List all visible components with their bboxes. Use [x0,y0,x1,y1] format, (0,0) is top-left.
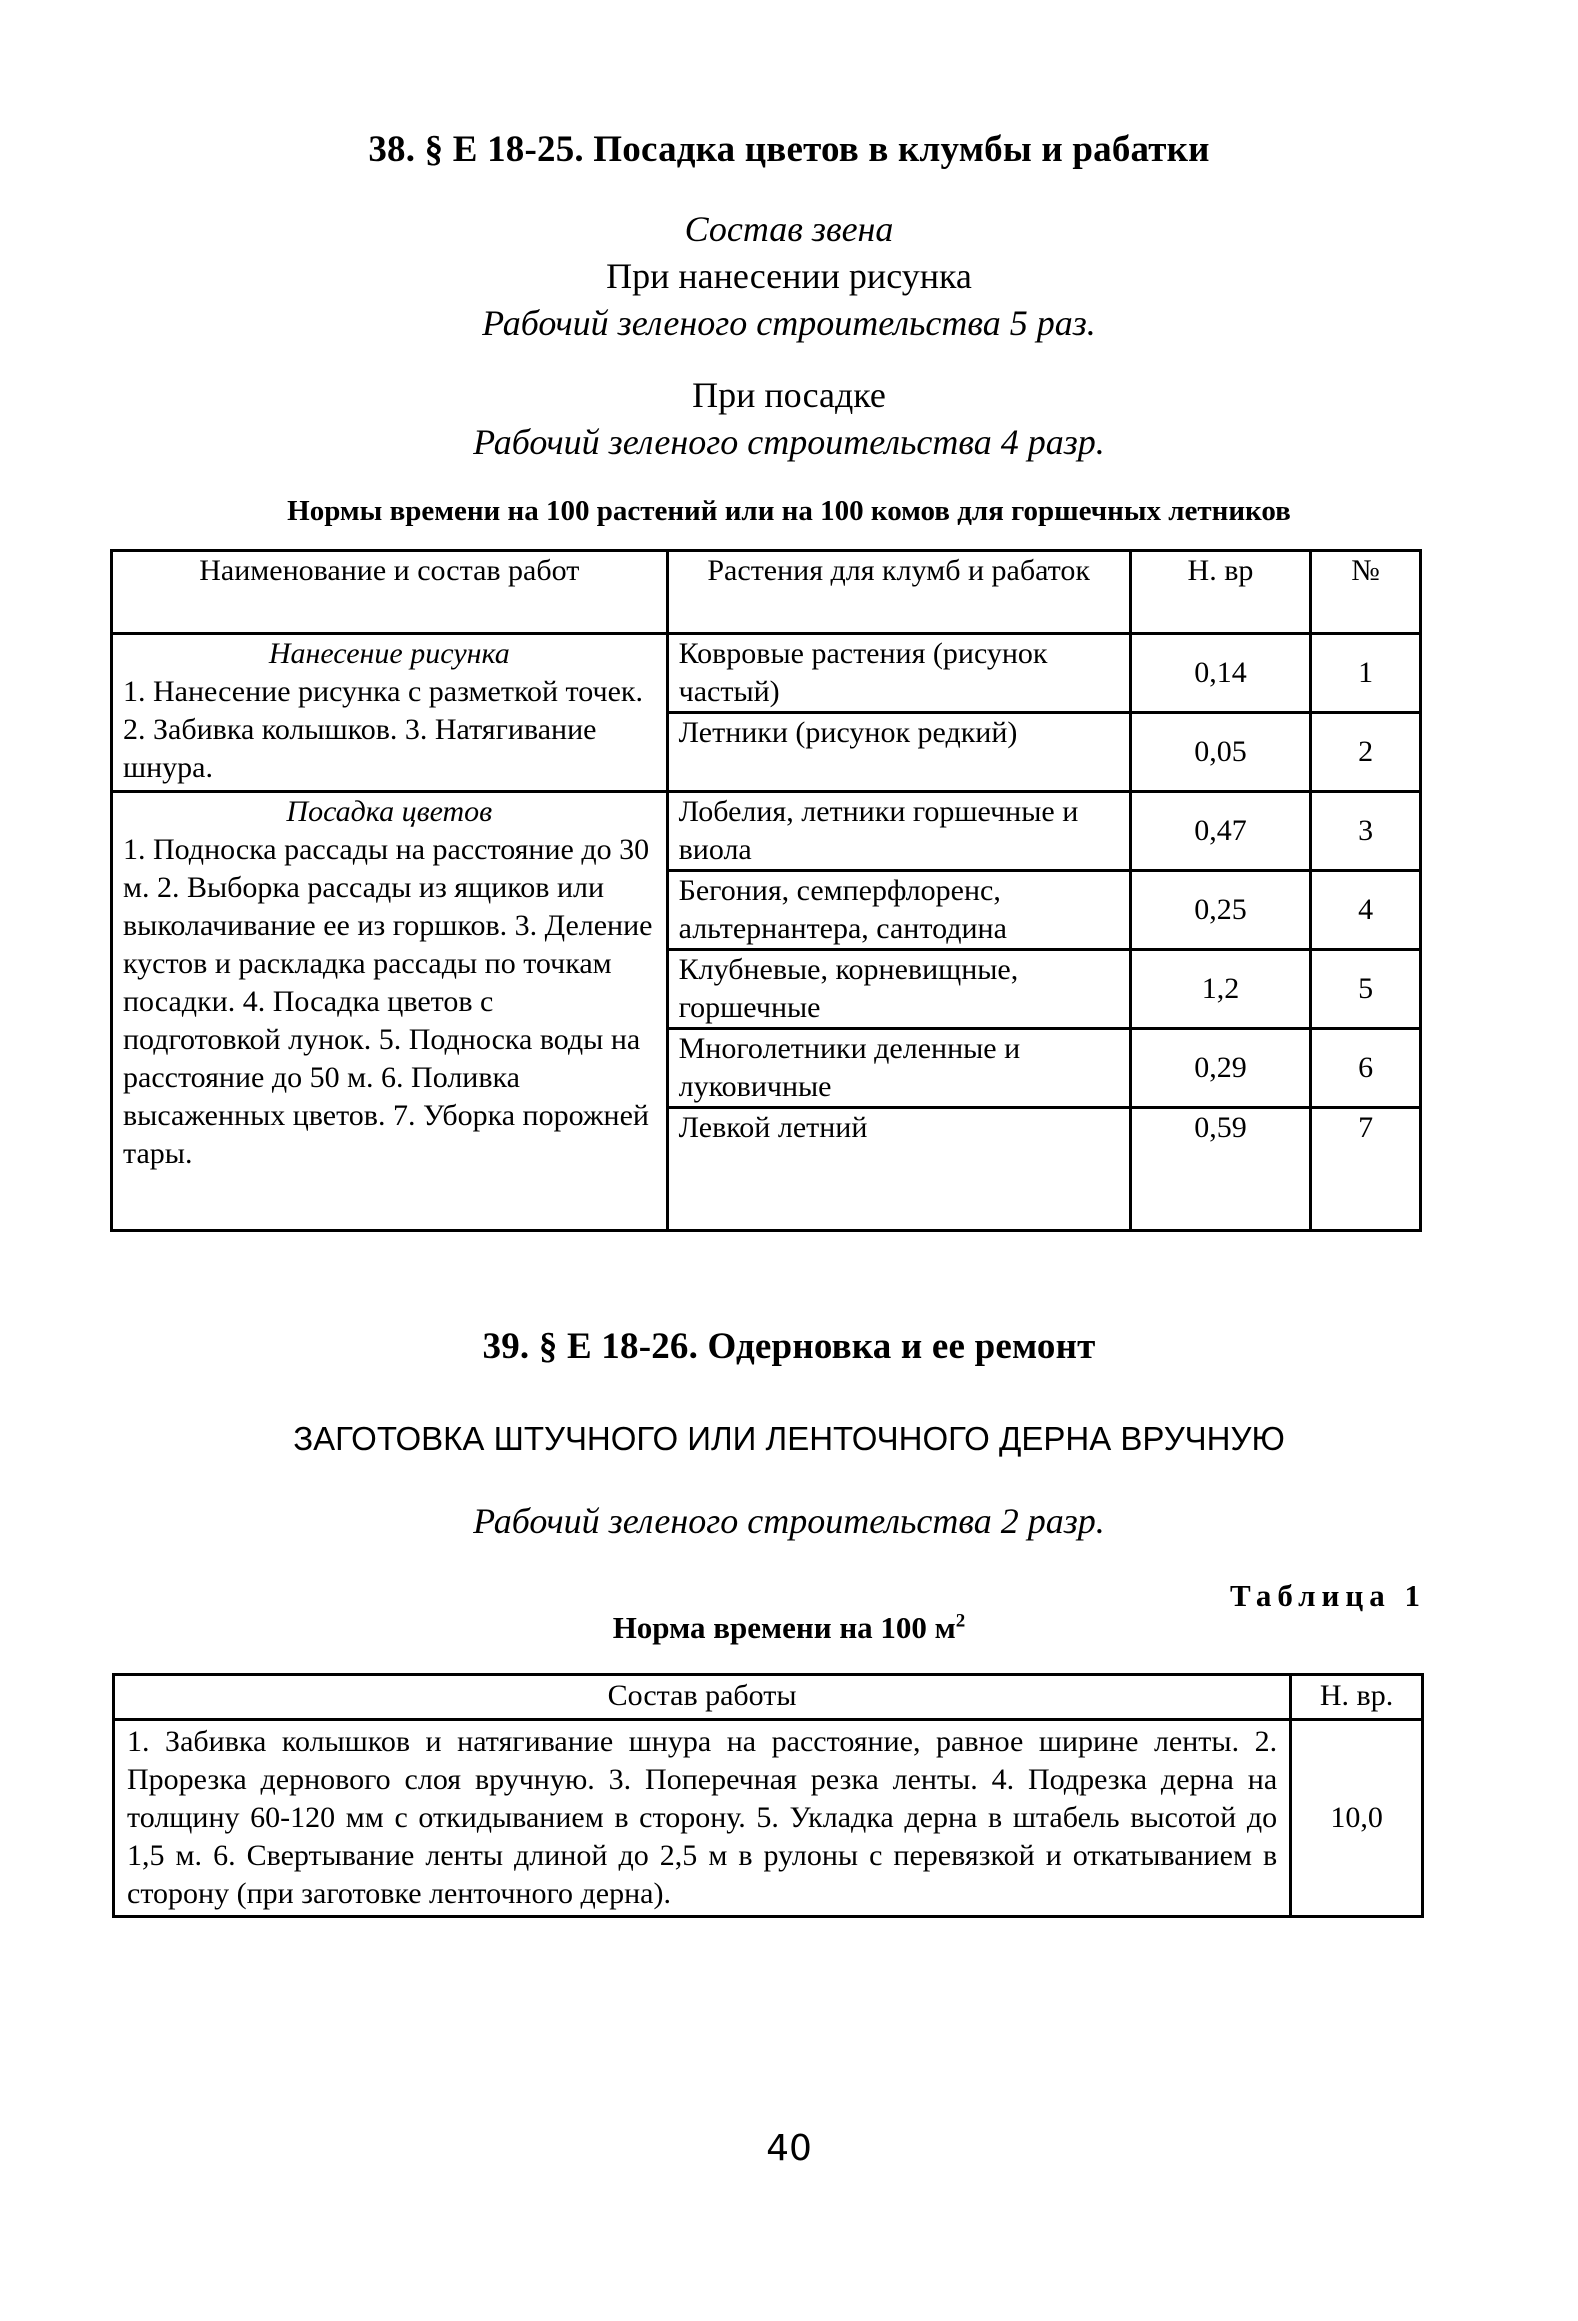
table-row [112,634,1421,713]
page-number: 40 [766,2128,812,2169]
subheading-drawing: При нанесении рисунка [606,256,972,296]
worker-grade-turf: Рабочий зеленого строительства 2 разр. [473,1501,1105,1541]
norm-cell: 0,47 [1130,792,1311,871]
plant-cell: Ковровые растения (рисунок частый) [667,634,1130,713]
group-description: 1. Подноска рассады на расстояние до 30 м. 2. Выборка рассады из ящиков или выколачивание ее из горшков. 3. Деление кустов и раскладка рассады по точкам посадки. 4. Посадка цветов с подготовкой лунок. 5. Подноска воды на расстояние до 50 м. 6. Поливка высаженных цветов. 7. Уборка порожней тары. [123,833,653,1170]
plant-cell: Бегония, семперфлоренс, альтернантера, сантодина [667,871,1130,950]
number-cell: 2 [1311,713,1421,792]
group-caption: Посадка цветов [286,795,493,828]
norm-cell: 0,14 [1130,634,1311,713]
number-cell: 1 [1311,634,1421,713]
crew-heading: Состав звена [684,209,894,249]
section-39-title: 39. § Е 18-26. Одерновка и ее ремонт [482,1326,1096,1367]
work-description-cell: 1. Забивка колышков и натягивание шнура на расстояние, равное ширине ленты. 2. Прорезка дернового слоя вручную. 3. Поперечная резка ленты. 4. Подрезка дерна на толщину 60-120 мм с откидыванием в сторону. 5. Укладка дерна в штабель высотой до 1,5 м. 6. Свертывание ленты длиной до 2,5 м в рулоны с перевязкой и откатыванием в сторону (при заготовке ленточного дерна). [114,1720,1291,1917]
table-2-caption-sup: 2 [955,1610,966,1632]
plant-cell: Левкой летний [667,1108,1130,1231]
header-work-content: Состав работы [114,1675,1291,1720]
table-2-caption [0,1610,1578,1646]
planting-norms-table [110,549,1422,1232]
worker-grade-drawing: Рабочий зеленого строительства 5 раз. [482,303,1096,343]
norm-cell: 10,0 [1291,1720,1423,1917]
group-caption: Нанесение рисунка [268,637,510,670]
table-header-row [114,1675,1423,1720]
norm-cell: 1,2 [1130,950,1311,1029]
number-cell: 5 [1311,950,1421,1029]
worker-grade-planting: Рабочий зеленого строительства 4 разр. [473,422,1105,462]
table-1-caption: Нормы времени на 100 растений или на 100 комов для горшечных летников [287,495,1291,527]
norm-cell: 0,29 [1130,1029,1311,1108]
header-norm: Н. вр. [1291,1675,1423,1720]
table-row [114,1720,1423,1917]
norm-cell: 0,59 [1130,1108,1311,1231]
number-cell: 7 [1311,1108,1421,1231]
group-description: 1. Нанесение рисунка с разметкой точек. 2. Забивка колышков. 3. Натягивание шнура. [123,675,643,784]
table-row [112,792,1421,871]
number-cell: 4 [1311,871,1421,950]
table-header-row [112,551,1421,634]
header-plants: Растения для клумб и рабаток [667,551,1130,634]
header-work-name: Наименование и состав работ [112,551,668,634]
group-drawing-cell [112,634,668,792]
norm-cell: 0,05 [1130,713,1311,792]
number-cell: 3 [1311,792,1421,871]
subheading-planting: При посадке [692,375,886,415]
section-38-title: 38. § Е 18-25. Посадка цветов в клумбы и рабатки [368,129,1210,170]
plant-cell: Летники (рисунок редкий) [667,713,1130,792]
header-norm: Н. вр [1130,551,1311,634]
table-label: Таблица 1 [1230,1578,1426,1613]
number-cell: 6 [1311,1029,1421,1108]
section-39-subtitle: ЗАГОТОВКА ШТУЧНОГО ИЛИ ЛЕНТОЧНОГО ДЕРНА ВРУЧНУЮ [293,1420,1285,1457]
table-2-caption-text: Норма времени на 100 м [612,1610,956,1645]
plant-cell: Лобелия, летники горшечные и виола [667,792,1130,871]
plant-cell: Многолетники деленные и луковичные [667,1029,1130,1108]
header-number: № [1311,551,1421,634]
group-planting-cell [112,792,668,1231]
norm-cell: 0,25 [1130,871,1311,950]
plant-cell: Клубневые, корневищные, горшечные [667,950,1130,1029]
turf-norms-table [112,1673,1424,1918]
